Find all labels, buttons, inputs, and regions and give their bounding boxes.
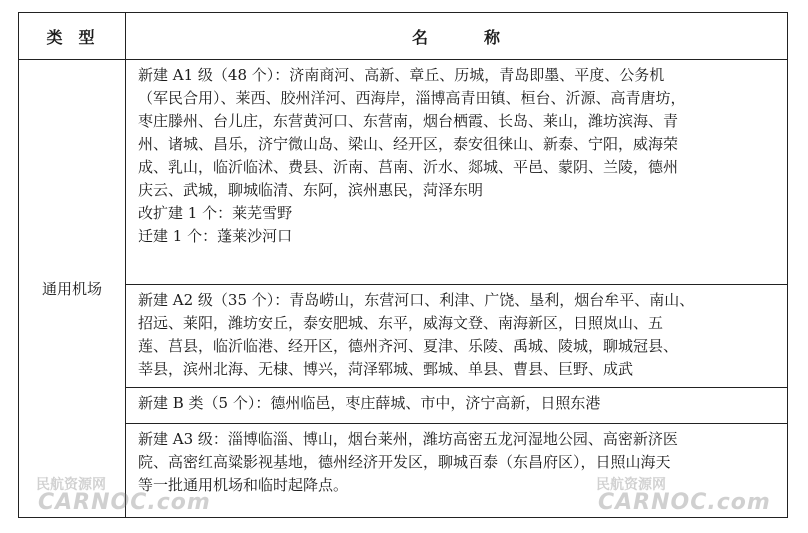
table-row <box>19 60 788 285</box>
text-line: 等一批通用机场和临时起降点。 <box>138 476 349 494</box>
row-a3-new <box>126 424 788 518</box>
text-line: 新建 A3 级：淄博临淄、博山，烟台莱州，潍坊高密五龙河湿地公园、高密新济医 <box>138 430 678 448</box>
text-line: 新建 A2 级（35 个）：青岛崂山，东营河口、利津、广饶、垦利，烟台牟平、南山、 <box>138 291 695 309</box>
text-line: 莲、莒县，临沂临港、经开区，德州齐河、夏津、乐陵、禹城、陵城，聊城冠县、 <box>138 337 679 355</box>
airport-plan-table <box>18 12 788 518</box>
text-line: 成、乳山，临沂临沭、费县、沂南、莒南、沂水、郯城、平邑、蒙阴、兰陵，德州 <box>138 158 679 176</box>
text-line: 迁建 1 个：蓬莱沙河口 <box>138 227 293 245</box>
type-column-header: 类型 <box>19 13 126 60</box>
row-a1-new <box>126 60 788 285</box>
text-line: 新建 B 类（5 个）：德州临邑，枣庄薛城、市中，济宁高新，日照东港 <box>138 394 601 412</box>
text-line: 州、诸城、昌乐，济宁微山岛、梁山、经开区，泰安徂徕山、新泰、宁阳，威海荣 <box>138 135 679 153</box>
table-header-row <box>19 13 788 60</box>
watermark-cn-right: 民航资源网 <box>596 477 666 493</box>
watermark-en-left: CARNOC.com <box>38 490 211 515</box>
text-line: （军民合用）、莱西、胶州洋河、西海岸，淄博高青田镇、桓台、沂源、高青唐坊， <box>138 89 686 107</box>
text-line: 庆云、武城，聊城临清、东阿，滨州惠民，菏泽东明 <box>138 181 484 199</box>
watermark-en-right: CARNOC.com <box>598 490 771 515</box>
table-row <box>19 285 788 388</box>
row-b-new <box>126 388 788 424</box>
table-row <box>19 424 788 518</box>
name-column-header: 名称 <box>126 13 788 60</box>
category-cell: 通用机场 <box>19 60 126 518</box>
row-a2-new <box>126 285 788 388</box>
text-line: 院、高密红高粱影视基地，德州经济开发区，聊城百泰（东昌府区），日照山海天 <box>138 453 671 471</box>
text-line: 莘县，滨州北海、无棣、博兴，菏泽郓城、鄄城、单县、曹县、巨野、成武 <box>138 360 634 378</box>
text-line: 新建 A1 级（48 个）：济南商河、高新、章丘、历城，青岛即墨、平度、公务机 <box>138 66 665 84</box>
text-line: 枣庄滕州、台儿庄，东营黄河口、东营南，烟台栖霞、长岛、莱山，潍坊滨海、青 <box>138 112 679 130</box>
text-line: 招远、莱阳，潍坊安丘，泰安肥城、东平，威海文登、南海新区，日照岚山、五 <box>138 314 664 332</box>
text-line: 改扩建 1 个：莱芜雪野 <box>138 204 293 222</box>
watermark-cn-left: 民航资源网 <box>36 477 106 493</box>
table-row <box>19 388 788 424</box>
